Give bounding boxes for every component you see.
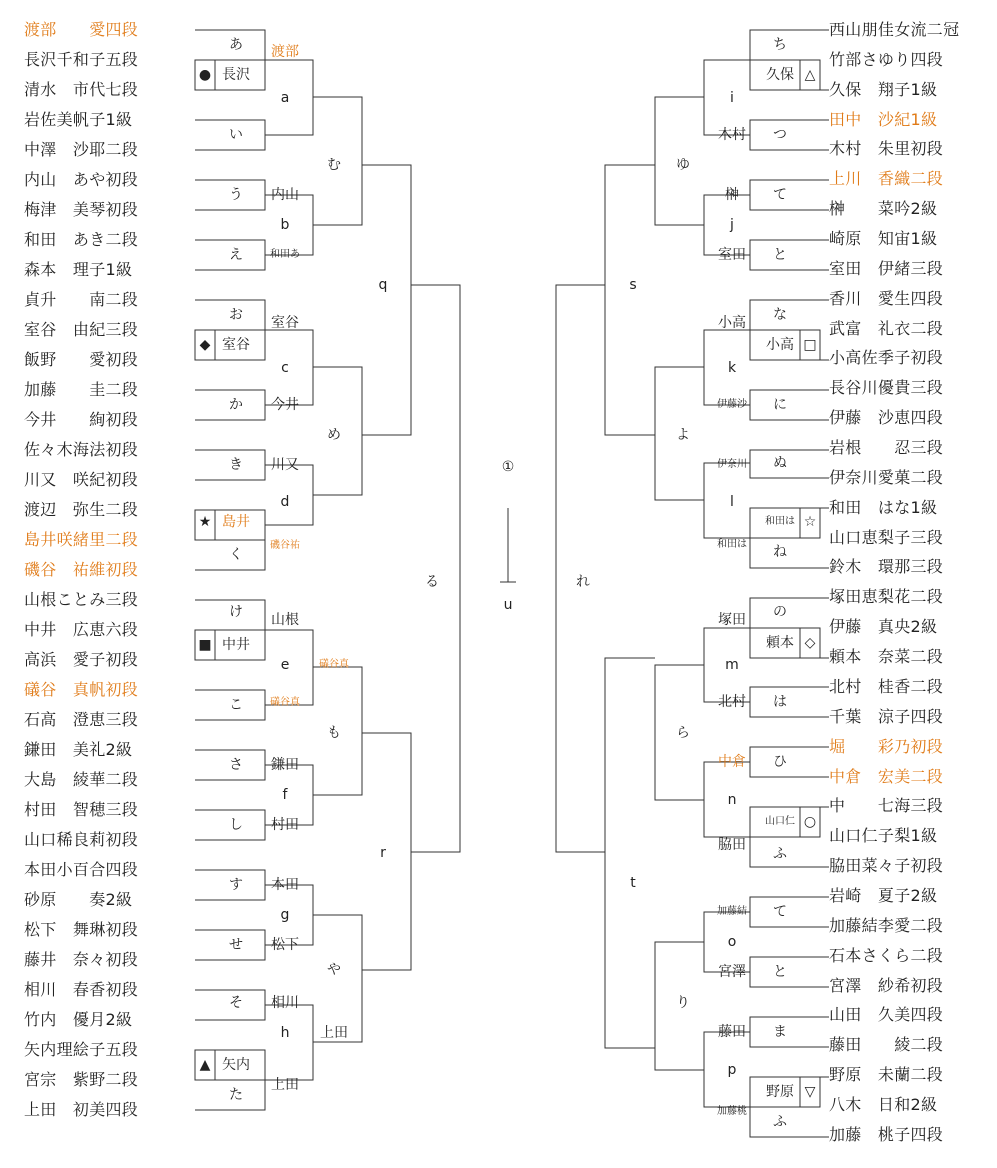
match-label: 榊: [725, 187, 739, 203]
match-label: 松下: [271, 937, 299, 953]
player-name: 磯谷 祐維初段: [24, 560, 139, 579]
match-label: 加藤結: [717, 906, 747, 917]
player-name: 加藤 桃子四段: [829, 1124, 944, 1144]
match-label: 川又: [271, 457, 299, 473]
player-name: 木村 朱里初段: [829, 139, 944, 159]
player-name: 山田 久美四段: [829, 1005, 944, 1025]
round-label: u: [503, 597, 513, 613]
white-square-icon: □: [803, 337, 817, 353]
match-label: 和田は: [717, 539, 747, 550]
bracket-line: [265, 330, 313, 405]
black-circle-icon: ●: [198, 67, 212, 83]
match-label: る: [425, 574, 439, 590]
black-square-icon: ■: [198, 637, 212, 653]
match-label: 塚田: [718, 612, 746, 628]
bracket-line: [411, 285, 460, 852]
player-name: 石高 澄恵三段: [24, 710, 139, 729]
match-label: お: [229, 307, 243, 323]
bracket-line: [362, 733, 411, 970]
match-label: ふ: [773, 846, 787, 862]
match-label: 山根: [271, 612, 299, 628]
match-label: や: [327, 962, 341, 978]
match-label: 木村: [718, 127, 746, 143]
player-name: 伊藤 沙恵四段: [829, 408, 944, 428]
player-name: 飯野 愛初段: [24, 350, 139, 369]
player-name: 鈴木 環那三段: [829, 557, 944, 577]
match-label: 相川: [271, 995, 299, 1011]
black-diamond-icon: ◆: [199, 337, 211, 353]
match-label: と: [773, 247, 787, 263]
player-name: 大島 綾華二段: [24, 770, 139, 789]
player-name: 佐々木海法初段: [24, 440, 139, 459]
round-label: k: [727, 360, 737, 376]
match-label: ひ: [773, 754, 787, 770]
bracket-line: [362, 165, 411, 435]
bracket-line: [750, 687, 829, 717]
round-label: c: [281, 360, 289, 376]
match-label: 野原: [766, 1084, 794, 1100]
match-label: 今井: [271, 397, 299, 413]
match-label: 山口仁: [765, 816, 795, 827]
match-label: 加藤桃: [717, 1106, 747, 1117]
match-label: ①: [501, 459, 515, 475]
match-label: て: [773, 187, 787, 203]
bracket-line: [704, 60, 750, 135]
match-label: れ: [576, 574, 590, 590]
white-circle-icon: ○: [803, 814, 817, 830]
player-name: 竹内 優月2級: [24, 1010, 133, 1029]
player-name: 貞升 南二段: [24, 290, 139, 309]
player-name: 松下 舞琳初段: [24, 920, 139, 939]
match-label: せ: [229, 937, 243, 953]
match-label: す: [229, 877, 243, 893]
player-name: 頼本 奈菜二段: [829, 647, 944, 667]
match-label: 鎌田: [271, 757, 299, 773]
match-label: た: [229, 1087, 243, 1103]
player-name: 川又 咲紀初段: [24, 470, 139, 489]
match-label: て: [773, 904, 787, 920]
player-name: 山口恵梨子三段: [829, 527, 944, 547]
match-label: ゆ: [676, 157, 690, 173]
round-label: d: [280, 494, 290, 510]
player-name: 岩根 忍三段: [829, 438, 944, 458]
player-name: 田中 沙紀1級: [829, 109, 938, 129]
round-label: a: [280, 90, 290, 106]
player-name: 相川 春香初段: [24, 980, 139, 999]
match-label: 室田: [718, 247, 746, 263]
player-name: 和田 あき二段: [24, 230, 139, 249]
match-label: 宮澤: [718, 964, 746, 980]
bracket-line: [750, 897, 829, 927]
player-name: 村田 智穂三段: [24, 800, 139, 819]
black-triangle-icon: ▲: [199, 1057, 211, 1073]
match-label: 藤田: [718, 1024, 746, 1040]
match-label: 渡部: [271, 44, 299, 60]
match-label: 脇田: [718, 837, 746, 853]
player-name: 加藤 圭二段: [24, 380, 139, 399]
player-name: 伊藤 真央2級: [829, 617, 938, 637]
match-label: ら: [676, 725, 690, 741]
match-label: ま: [773, 1024, 787, 1040]
round-label: r: [380, 845, 386, 861]
match-label: 北村: [718, 694, 746, 710]
match-label: 礒谷真: [270, 697, 300, 708]
player-name: 宮澤 紗希初段: [829, 975, 944, 995]
bracket-line: [605, 658, 655, 1048]
player-name: 室田 伊緒三段: [829, 258, 944, 278]
match-label: 伊藤沙: [717, 399, 747, 410]
round-label: s: [629, 277, 637, 293]
player-name: 香川 愛生四段: [829, 288, 944, 308]
match-label: 島井: [222, 514, 250, 530]
player-name: 藤井 奈々初段: [24, 950, 139, 969]
player-name: 渡辺 弥生二段: [24, 500, 139, 519]
player-name: 中井 広恵六段: [24, 620, 139, 639]
player-name: 梅津 美琴初段: [24, 200, 139, 219]
player-name: 長沢千和子五段: [24, 50, 139, 69]
match-label: さ: [229, 757, 243, 773]
round-label: h: [280, 1025, 290, 1041]
player-name: 山口仁子梨1級: [829, 826, 938, 846]
match-label: 室谷: [222, 337, 250, 353]
match-label: 上田: [320, 1025, 348, 1041]
match-label: そ: [229, 995, 243, 1011]
match-label: 小高: [718, 315, 746, 331]
round-label: b: [280, 217, 290, 233]
match-label: 和田は: [765, 516, 795, 527]
match-label: ふ: [773, 1114, 787, 1130]
match-label: 伊奈川: [717, 459, 747, 470]
match-label: つ: [773, 127, 787, 143]
match-label: ね: [773, 544, 787, 560]
player-name: 北村 桂香二段: [829, 676, 944, 696]
player-name: 長谷川優貴三段: [829, 378, 944, 398]
player-name: 武富 礼衣二段: [829, 318, 944, 338]
match-label: り: [676, 995, 690, 1011]
match-label: 室谷: [271, 315, 299, 331]
round-label: o: [727, 934, 737, 950]
match-label: き: [229, 457, 243, 473]
match-label: と: [773, 964, 787, 980]
match-label: 本田: [271, 877, 299, 893]
match-label: か: [229, 397, 243, 413]
player-name: 上川 香織二段: [829, 169, 944, 189]
round-label: n: [727, 792, 737, 808]
bracket-line: [750, 1017, 829, 1047]
player-name: 森本 理子1級: [24, 260, 133, 279]
match-label: は: [773, 694, 787, 710]
player-name: 矢内理絵子五段: [24, 1040, 139, 1059]
match-label: 上田: [271, 1077, 299, 1093]
player-name: 岩佐美帆子1級: [24, 110, 133, 129]
player-name: 岩崎 夏子2級: [829, 885, 938, 905]
match-label: け: [229, 604, 243, 620]
round-label: j: [730, 217, 734, 233]
player-name: 八木 日和2級: [829, 1094, 938, 1114]
match-label: 中倉: [718, 754, 746, 770]
white-triangle-icon: △: [804, 67, 816, 83]
match-label: 長沢: [222, 67, 250, 83]
bracket-line: [556, 285, 605, 852]
player-name: 千葉 涼子四段: [829, 706, 944, 726]
match-label: の: [773, 604, 787, 620]
bracket-line: [750, 180, 829, 210]
match-label: も: [327, 725, 341, 741]
match-label: 和田あ: [270, 249, 300, 260]
player-name: 塚田恵梨花二段: [829, 587, 944, 607]
player-name: 中澤 沙耶二段: [24, 140, 139, 159]
player-name: 砂原 奏2級: [24, 890, 133, 909]
round-label: i: [730, 90, 734, 106]
round-label: q: [378, 277, 388, 293]
white-diamond-icon: ◇: [804, 635, 816, 651]
player-name: 今井 絢初段: [24, 410, 139, 429]
player-name: 中倉 宏美二段: [829, 766, 944, 786]
player-name: 鎌田 美礼2級: [24, 740, 133, 759]
player-name: 伊奈川愛菓二段: [829, 467, 944, 487]
player-name: 島井咲緒里二段: [24, 530, 139, 549]
player-name: 藤田 綾二段: [829, 1035, 944, 1055]
player-name: 清水 市代七段: [24, 80, 139, 99]
round-label: g: [280, 907, 290, 923]
player-name: 渡部 愛四段: [24, 20, 139, 39]
match-label: い: [229, 127, 243, 143]
player-name: 中 七海三段: [829, 796, 944, 816]
match-label: む: [327, 157, 341, 173]
round-label: t: [630, 875, 636, 891]
match-label: 久保: [766, 67, 794, 83]
match-label: に: [773, 397, 787, 413]
match-label: 小高: [766, 337, 794, 353]
player-name: 内山 あや初段: [24, 170, 139, 189]
player-name: 室谷 由紀三段: [24, 320, 139, 339]
round-label: m: [725, 657, 739, 673]
player-name: 竹部さゆり四段: [829, 49, 944, 69]
player-name: 脇田菜々子初段: [829, 856, 944, 876]
player-name: 上田 初美四段: [24, 1100, 139, 1119]
player-name: 榊 菜吟2級: [829, 199, 938, 219]
bracket-line: [750, 240, 829, 270]
match-label: ち: [773, 37, 787, 53]
bracket-line: [750, 390, 829, 420]
bracket-line: [750, 450, 829, 478]
round-label: f: [282, 787, 288, 803]
bracket-line: [750, 120, 829, 150]
bracket-line: [265, 1005, 313, 1080]
match-label: え: [229, 247, 243, 263]
match-label: し: [229, 817, 243, 833]
match-label: ぬ: [773, 455, 787, 471]
round-label: p: [727, 1062, 737, 1078]
match-label: あ: [229, 37, 243, 53]
player-name: 本田小百合四段: [24, 860, 139, 879]
match-label: 矢内: [222, 1057, 250, 1073]
player-name: 堀 彩乃初段: [829, 736, 944, 756]
player-name: 山根ことみ三段: [24, 590, 139, 609]
player-name: 野原 未蘭二段: [829, 1065, 944, 1085]
match-label: こ: [229, 697, 243, 713]
bracket-line: [750, 747, 829, 777]
match-label: 村田: [271, 817, 299, 833]
match-label: よ: [676, 427, 690, 443]
player-name: 礒谷 真帆初段: [24, 680, 139, 699]
player-name: 加藤結李愛二段: [829, 915, 944, 935]
player-name: 久保 翔子1級: [829, 79, 938, 99]
match-label: 内山: [271, 187, 299, 203]
white-down-triangle-icon: ▽: [804, 1084, 816, 1100]
match-label: な: [773, 307, 787, 323]
match-label: 礒谷真: [319, 659, 349, 670]
match-label: め: [327, 427, 341, 443]
player-name: 山口稀良莉初段: [24, 830, 139, 849]
bracket-line: [750, 957, 829, 987]
match-label: 中井: [222, 637, 250, 653]
round-label: l: [730, 494, 734, 510]
match-label: う: [229, 187, 243, 203]
player-name: 高浜 愛子初段: [24, 650, 139, 669]
match-label: 磯谷祐: [270, 540, 300, 551]
bracket-line: [605, 165, 655, 435]
round-label: e: [280, 657, 290, 673]
player-name: 崎原 知宙1級: [829, 229, 938, 249]
bracket-line: [704, 463, 750, 538]
player-name: 石本さくら二段: [829, 945, 944, 965]
match-label: 頼本: [766, 635, 794, 651]
white-star-icon: ☆: [803, 514, 817, 530]
player-name: 小高佐季子初段: [829, 348, 944, 368]
black-star-icon: ★: [198, 514, 212, 530]
player-name: 宮宗 紫野二段: [24, 1070, 139, 1089]
player-name: 西山朋佳女流二冠: [829, 20, 960, 39]
player-name: 和田 はな1級: [829, 497, 938, 517]
match-label: く: [229, 547, 243, 563]
